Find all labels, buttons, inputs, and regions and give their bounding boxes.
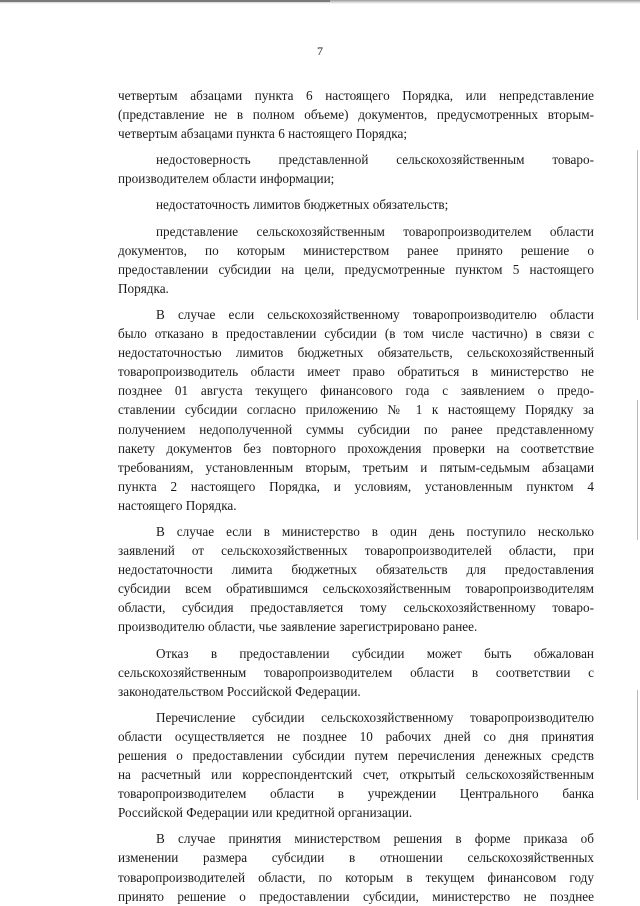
text-line: настоящего Порядка.	[118, 497, 237, 513]
paragraph-gap	[118, 188, 594, 195]
text-line: получением недополученной суммы субсидии по ранее представленному	[118, 421, 594, 437]
text-line: было отказано в предоставлении субсидии (в том числе частично) в связи с	[118, 326, 594, 342]
text-line: Перечисление субсидии сельскохозяйственному товаропроизводителю	[156, 709, 594, 725]
scan-side-mark	[637, 150, 638, 320]
paragraph-gap	[118, 298, 594, 305]
text-line: на расчетный или корреспондентский счет, открытый сельскохозяйственным	[118, 767, 594, 783]
text-line: сельскохозяйственным товаропроизводителем области в соответствии с	[118, 664, 594, 680]
text-line: представление сельскохозяйственным товаропроизводителем области	[156, 223, 594, 239]
text-line: товаропроизводителем области в учреждении Центрального банка	[118, 786, 594, 802]
text-line: Российской Федерации или кредитной организации.	[118, 805, 413, 821]
text-line: области осуществляется не позднее 10 рабочих дней со дня принятия	[118, 728, 594, 744]
paragraph-gap	[118, 822, 594, 829]
scan-top-mark	[0, 0, 330, 2]
text-line: решения о предоставлении субсидии путем перечисления денежных средств	[118, 748, 594, 763]
text-line: области, субсидия предоставляется тому сельскохозяйственному товаро-	[118, 600, 594, 616]
text-line: ставлении субсидии согласно приложению № 1 к настоящему Порядку за	[118, 402, 594, 418]
text-line: субсидии всем обратившимся сельскохозяйственным товаропроизводителям	[118, 581, 594, 597]
text-line: товаропроизводителей области, по которым в текущем финансовом году	[118, 869, 594, 885]
text-line: В случае если сельскохозяйственному товаропроизводителю области	[156, 306, 594, 322]
text-line: недостаточности лимита бюджетных обязательств для предоставления	[118, 562, 594, 578]
text-line: недостаточность лимитов бюджетных обязательств;	[156, 197, 449, 213]
scan-side-mark	[637, 690, 638, 800]
text-line: Порядка.	[118, 280, 169, 296]
paragraph-gap	[118, 637, 594, 644]
text-line: товаропроизводитель области имеет право обратиться в министерство не	[118, 364, 594, 380]
paragraph-gap	[118, 701, 594, 708]
text-line: законодательством Российской Федерации.	[118, 683, 361, 699]
text-line: В случае принятия министерством решения в форме приказа об	[156, 831, 594, 847]
text-line: недостоверность представленной сельскохозяйственным товаро-	[156, 152, 594, 168]
text-line: пункта 2 настоящего Порядка, и условиям, установленным пунктом 4	[118, 478, 594, 494]
page-number: 7	[317, 44, 323, 58]
text-line: предоставлении субсидии на цели, предусмотренные пунктом 5 настоящего	[118, 261, 594, 277]
text-line: четвертым абзацами пункта 6 настоящего Порядка;	[118, 126, 408, 142]
text-line: производителю области, чье заявление зарегистрировано ранее.	[118, 619, 478, 635]
text-line: пакету документов без повторного прохождения проверки на соответствие	[118, 440, 594, 456]
text-line: Отказ в предоставлении субсидии может быть обжалован	[156, 645, 594, 661]
scan-side-mark	[637, 400, 638, 540]
text-line: требованиям, установленным вторым, третьим и пятым-седьмым абзацами	[118, 459, 594, 475]
text-line: В случае если в министерство в один день поступило несколько	[156, 523, 594, 539]
text-line: производителем области информации;	[118, 171, 335, 187]
text-line: позднее 01 августа текущего финансового года с заявлением о предо-	[118, 383, 594, 399]
text-line: (представление не в полном объеме) документов, предусмотренных вторым-	[118, 107, 594, 123]
text-line: четвертым абзацами пункта 6 настоящего Порядка, или непредставление	[118, 88, 594, 103]
paragraph-gap	[118, 215, 594, 222]
text-line: документов, по которым министерством ранее принято решение о	[118, 242, 594, 258]
text-line: недостаточностью лимитов бюджетных обязательств, сельскохозяйственный	[118, 345, 594, 361]
text-line: заявлений от сельскохозяйственных товаропроизводителей области, при	[118, 543, 594, 559]
paragraph-gap	[118, 515, 594, 522]
paragraph-gap	[118, 143, 594, 150]
text-line: принято решение о предоставлении субсидии, министерство не позднее	[118, 888, 594, 904]
document-body	[118, 86, 594, 906]
text-line: изменении размера субсидии в отношении сельскохозяйственных	[118, 850, 594, 866]
